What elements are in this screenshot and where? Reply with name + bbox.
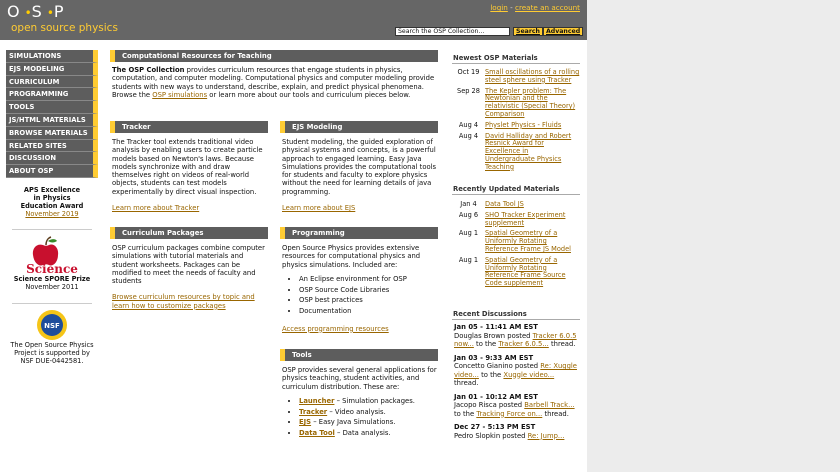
discussion-date: Jan 01 - 10:12 AM EST: [454, 392, 538, 401]
newest-materials-header: Newest OSP Materials: [452, 52, 580, 64]
section-header-ejs-modeling: EJS Modeling: [280, 121, 438, 133]
discussion-item: Jan 05 - 11:41 AM EST Douglas Brown posted Tracker 6.0.5 now... to the Tracker 6.0.5... thread.: [454, 323, 577, 348]
search-input[interactable]: Search the OSP Collection...: [395, 27, 510, 36]
osp-collection-label: The OSP Collection: [112, 66, 185, 74]
nav-ejs-modeling[interactable]: EJS MODELING: [6, 63, 98, 76]
tracker-tool-link[interactable]: Tracker: [299, 407, 328, 416]
award-science: [6, 235, 98, 291]
science-apple-logo-icon[interactable]: [6, 235, 98, 275]
list-item: • EJS – Easy Java Simulations.: [299, 417, 438, 428]
create-account-link[interactable]: create an account: [515, 3, 580, 12]
list-item[interactable]: Aug 4 Physlet Physics - Fluids: [458, 120, 562, 129]
tools-section: [282, 366, 438, 439]
list-item[interactable]: Aug 1 Spatial Geometry of a Uniformly Rotating Reference Frame Source Code supplement: [458, 255, 566, 288]
discussion-post-link[interactable]: Re: Xuggle video...: [454, 362, 577, 379]
section-header-tools: Tools: [280, 349, 438, 361]
nav-related-sites[interactable]: RELATED SITES: [6, 140, 98, 153]
list-item: • Data Tool – Data analysis.: [299, 428, 438, 439]
browse-curriculum-link[interactable]: Browse curriculum resources by topic and learn how to customize packages: [112, 293, 255, 310]
list-item[interactable]: Jan 4 Data Tool JS: [460, 200, 524, 208]
list-item[interactable]: Sep 28 The Kepler problem: The Newtonian and the relativistic (Special Theory) Comparison: [457, 86, 576, 118]
discussion-thread-link[interactable]: Tracker 6.0.5...: [498, 340, 549, 348]
ejs-tool-link[interactable]: EJS: [299, 418, 312, 427]
data-tool-link[interactable]: Data Tool: [299, 429, 335, 437]
login-link[interactable]: login: [490, 3, 508, 12]
right-gutter: [587, 0, 840, 472]
ejs-description: Student modeling, the guided exploration of physical systems and concepts, is a powerful approach to engaged learning. Easy Java Simulations provides the computational tools for students and faculty to explore physics without the need for learning details of java programming.: [282, 138, 437, 196]
logo-letter-o: O: [7, 2, 25, 21]
science-award-title: Science SPORE Prize: [13, 275, 91, 283]
list-item: • OSP best practices: [299, 295, 438, 306]
logo-dot-icon: •: [24, 6, 32, 20]
nav-tools[interactable]: TOOLS: [6, 101, 98, 114]
list-item: • Launcher – Simulation packages.: [299, 396, 438, 407]
logo-letter-p: P: [53, 2, 69, 21]
discussion-date: Jan 03 - 9:33 AM EST: [454, 353, 534, 362]
recent-discussions-header: Recent Discussions: [452, 308, 580, 320]
nav-about-osp[interactable]: ABOUT OSP: [6, 165, 98, 178]
account-divider: -: [510, 3, 513, 12]
osp-simulations-link[interactable]: OSP simulations: [152, 90, 208, 99]
discussion-item: Dec 27 - 5:13 PM EST Pedro Slopkin posted Re: Jump...: [452, 423, 580, 440]
left-nav: [6, 50, 98, 178]
section-header-programming: Programming: [280, 227, 438, 239]
tools-description: OSP provides several general applications for physics teaching, student activities, and curriculum distribution. These are:: [282, 366, 437, 391]
account-links: [490, 3, 580, 12]
discussion-item: Jan 01 - 10:12 AM EST Jacopo Risca posted Barbell Track... to the Tracking Force on... thread.: [452, 393, 580, 419]
award-divider: [12, 229, 92, 230]
newest-materials-list: [452, 69, 580, 179]
list-item[interactable]: Oct 19 Small oscillations of a rolling steel sphere using Tracker: [457, 68, 580, 84]
science-award-date: November 2011: [25, 283, 79, 291]
ejs-section: [282, 138, 438, 212]
site-header: [0, 0, 587, 40]
advanced-search-button[interactable]: Advanced: [543, 27, 583, 36]
discussion-thread-link[interactable]: Tracking Force on...: [476, 409, 543, 418]
tools-list: [282, 396, 438, 439]
nsf-logo-icon[interactable]: [6, 309, 98, 341]
updated-materials-list: [452, 201, 580, 301]
logo-dot-icon: •: [46, 6, 54, 20]
recent-discussions-list: [452, 323, 580, 472]
list-item[interactable]: Aug 4 David Halliday and Robert Resnick Award for Excellence in Undergraduate Physics Teaching: [458, 131, 572, 171]
tracker-description: The Tracker tool extends traditional video analysis by enabling users to create particle models based on Newton's laws. Because models synchronize with and draw themselves right on videos of real-world objects, students can test models experimentally by direct visual inspection.: [112, 138, 263, 196]
learn-more-tracker-link[interactable]: Learn more about Tracker: [112, 204, 200, 213]
programming-list: [282, 274, 438, 317]
curriculum-description: OSP curriculum packages combine computer simulations with tutorial materials and student worksheets. Packages can be modified to meet the needs of faculty and students: [112, 244, 265, 286]
launcher-link[interactable]: Launcher: [299, 396, 335, 405]
updated-materials-header: Recently Updated Materials: [452, 183, 580, 195]
nav-programming[interactable]: PROGRAMMING: [6, 88, 98, 101]
osp-logo[interactable]: [7, 3, 69, 22]
award-divider: [12, 303, 92, 304]
list-item[interactable]: Aug 6 SHO Tracker Experiment supplement: [458, 210, 566, 227]
aps-award-title: APS Excellence in Physics Education Award: [20, 186, 84, 210]
section-header-computational-resources: Computational Resources for Teaching: [110, 50, 438, 62]
discussion-date: Dec 27 - 5:13 PM EST: [454, 423, 536, 431]
award-aps: [6, 186, 98, 218]
nav-simulations[interactable]: SIMULATIONS: [6, 50, 98, 63]
nav-js-html-materials[interactable]: JS/HTML MATERIALS: [6, 114, 98, 127]
nav-discussion[interactable]: DISCUSSION: [6, 152, 98, 165]
list-item: • Documentation: [299, 306, 438, 317]
list-item[interactable]: Aug 1 Spatial Geometry of a Uniformly Rotating Reference Frame JS Model: [458, 229, 571, 253]
discussion-date: Jan 05 - 11:41 AM EST: [454, 323, 538, 331]
access-programming-link[interactable]: Access programming resources: [282, 324, 389, 333]
discussion-thread-link[interactable]: Xuggle video...: [503, 370, 555, 379]
list-item: • Tracker – Video analysis.: [299, 407, 438, 418]
discussion-post-link[interactable]: Barbell Track...: [524, 401, 575, 409]
curriculum-section: [112, 244, 268, 310]
section-header-tracker: Tracker: [110, 121, 268, 133]
intro-text: The OSP Collection provides curriculum resources that engage students in physics, computation, and computer modeling. Computational physics and computer modeling provide students with new ways to understand, describe, explain, and predict physical phenomena. Browse the OSP simulations or learn more about our tools and curriculum pieces below.: [112, 66, 435, 99]
discussion-item: Jan 03 - 9:33 AM EST Concetto Gianino posted Re: Xuggle video... to the Xuggle video... thread.: [454, 353, 577, 387]
section-header-curriculum-packages: Curriculum Packages: [110, 227, 268, 239]
list-item: • OSP Source Code Libraries: [299, 285, 438, 296]
science-logo-text: Science: [26, 262, 78, 275]
programming-section: [282, 244, 438, 333]
tracker-section: [112, 138, 268, 212]
logo-letter-s: S: [31, 2, 47, 21]
discussion-post-link[interactable]: Re: Jump...: [527, 431, 565, 440]
search-button[interactable]: Search: [513, 27, 543, 36]
discussion-post-link[interactable]: Tracker 6.0.5 now...: [454, 331, 577, 348]
aps-award-date-link[interactable]: November 2019: [25, 210, 79, 218]
list-item: • An Eclipse environment for OSP: [299, 274, 438, 285]
nav-curriculum[interactable]: CURRICULUM: [6, 76, 98, 89]
nsf-logo-text: NSF: [44, 322, 60, 330]
programming-description: Open Source Physics provides extensive resources for computational physics and physics simulations. Included are:: [282, 244, 421, 269]
site-tagline: open source physics: [11, 22, 118, 34]
nsf-support-text: The Open Source Physics Project is supported by NSF DUE-0442581.: [10, 341, 94, 365]
nav-browse-materials[interactable]: BROWSE MATERIALS: [6, 127, 98, 140]
award-nsf: [6, 309, 98, 365]
learn-more-ejs-link[interactable]: Learn more about EJS: [282, 204, 356, 213]
